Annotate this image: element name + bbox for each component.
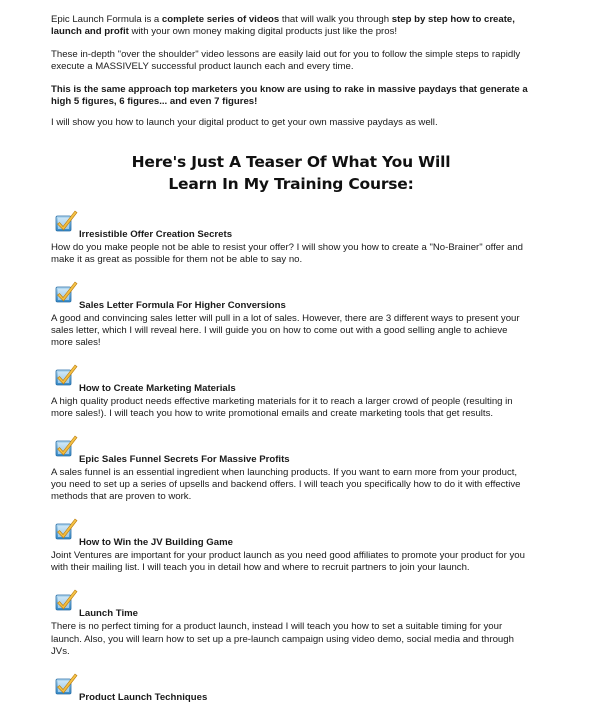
feature-item-7 — [51, 669, 531, 705]
feature-title: Product Launch Techniques — [79, 691, 208, 703]
feature-description: There is no perfect timing for a product launch, instead I will teach you how to set a suitable timing for your launch. Also, you will learn how to set up a pre-launch campaign using video demo, social media and through JVs. — [51, 621, 514, 657]
feature-header — [51, 514, 531, 550]
feature-title: Launch Time — [79, 608, 138, 620]
section-heading — [51, 151, 531, 195]
intro-bold-text: This is the same approach top marketers you know are using to rake in massive paydays that generate a high 5 figures, 6 figures... and even 7 figures! — [51, 84, 528, 108]
feature-list — [51, 206, 531, 705]
intro-paragraph-4: I will show you how to launch your digital product to get your own massive paydays as well. — [51, 117, 438, 129]
checkbox-check-icon — [52, 207, 78, 233]
feature-header — [51, 277, 531, 313]
feature-item-4 — [51, 431, 531, 503]
feature-title: How to Create Marketing Materials — [79, 382, 236, 394]
feature-item-1 — [51, 206, 531, 266]
feature-item-5 — [51, 514, 531, 574]
feature-header — [51, 669, 531, 705]
checkbox-check-icon — [52, 515, 78, 541]
feature-title: Epic Sales Funnel Secrets For Massive Profits — [79, 454, 290, 466]
feature-description: A sales funnel is an essential ingredient when launching products. If you want to earn more from your product, you need to set up a series of upsells and backend offers. I will teach you specifically how to do it with effective methods that are proven to work. — [51, 467, 521, 503]
feature-description: Joint Ventures are important for your product launch as you need good affiliates to promote your product for you with their mailing list. I will teach you in detail how and where to recruit partners to join your launch. — [51, 550, 525, 574]
feature-header — [51, 360, 531, 396]
intro-paragraph-1 — [51, 14, 531, 38]
intro-text: Epic Launch Formula is a — [51, 14, 162, 25]
intro-bold-text: complete series of videos — [161, 14, 280, 25]
section-heading-line-2: Learn In My Training Course: — [168, 174, 414, 193]
feature-header — [51, 206, 531, 242]
feature-description: How do you make people not be able to resist your offer? I will show you how to create a "No-Brainer" offer and make it as great as possible for them not be able to say no. — [51, 241, 524, 265]
intro-paragraph-3 — [51, 84, 531, 108]
feature-description: A high quality product needs effective marketing materials for it to reach a larger crowd of people (resulting in more sales!). I will teach you how to write promotional emails and create marketing tools that get results. — [51, 395, 513, 420]
feature-item-3 — [51, 360, 531, 420]
feature-header — [51, 585, 531, 621]
intro-text: with your own money making digital products just like the pros! — [128, 26, 398, 38]
checkbox-check-icon — [52, 361, 78, 387]
section-heading-line-1: Here's Just A Teaser Of What You Will — [131, 152, 451, 171]
feature-item-2 — [51, 277, 531, 349]
content-column — [51, 14, 531, 705]
intro-bold-text: step by step how to create, launch and profit — [51, 14, 515, 38]
intro-text: that will walk you through — [279, 14, 392, 25]
checkbox-check-icon — [52, 586, 78, 612]
feature-title: Sales Letter Formula For Higher Conversions — [79, 299, 286, 311]
feature-title: Irresistible Offer Creation Secrets — [79, 228, 233, 240]
intro-paragraph-2: These in-depth "over the shoulder" video lessons are easily laid out for you to follow the simple steps to rapidly execute a MASSIVELY successful product launch each and every time. — [51, 49, 521, 73]
checkbox-check-icon — [52, 278, 78, 304]
feature-description: A good and convincing sales letter will pull in a lot of sales. However, there are 3 different ways to present your sales letter, which I will reveal here. I will guide you on how to come out with a good selling angle to achieve more sales! — [51, 312, 520, 348]
feature-title: How to Win the JV Building Game — [79, 537, 233, 549]
checkbox-check-icon — [52, 670, 78, 696]
feature-item-6 — [51, 585, 531, 657]
feature-header — [51, 431, 531, 467]
checkbox-check-icon — [52, 432, 78, 458]
